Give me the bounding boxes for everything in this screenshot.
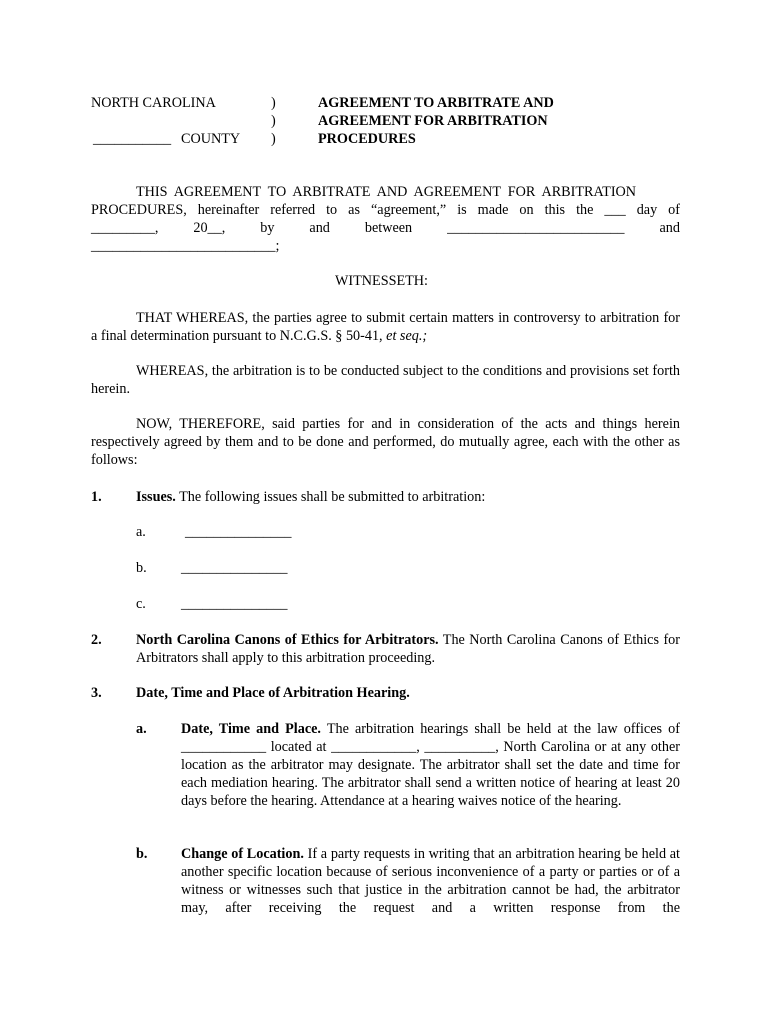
intro-word-by: by	[260, 220, 275, 236]
witnesseth-heading: WITNESSETH:	[335, 273, 428, 289]
document-title-line-1: AGREEMENT TO ARBITRATE AND	[318, 95, 554, 111]
document-title-line-3: PROCEDURES	[318, 131, 416, 147]
section-1-number: 1.	[91, 489, 102, 505]
issue-a-label: a.	[136, 524, 146, 540]
section-2-number: 2.	[91, 632, 102, 648]
state-name: NORTH CAROLINA	[91, 95, 216, 111]
now-therefore-paragraph: NOW, THEREFORE, said parties for and in consideration of the acts and things herein respectively agreed by them and to be done and performed, do mutually agree, each with the other as follows:	[91, 416, 680, 468]
subsection-3b-heading: Change of Location.	[181, 846, 304, 862]
issue-c-label: c.	[136, 596, 146, 612]
issue-b-blank: _______________	[181, 560, 288, 576]
section-1-heading: Issues.	[136, 489, 176, 505]
caption-paren-3: )	[271, 131, 276, 147]
whereas-paragraph-2: WHEREAS, the arbitration is to be conducted subject to the conditions and provisions set forth herein.	[91, 363, 680, 397]
intro-word-and-2: and	[659, 220, 680, 236]
whereas-1-italic: et seq.;	[386, 328, 428, 344]
subsection-3a-text: The arbitration hearings shall be held at the law offices of ____________ located at ____________, __________, North Carolina or at any other location as the arbitrator may designate. The arbitrator shall set the date and time for each mediation hearing. The arbitrator shall send a written notice of hearing at least 20 days before the hearing. Attendance at a hearing waives notice of the hearing.	[181, 721, 680, 809]
caption-paren-2: )	[271, 113, 276, 129]
section-3-number: 3.	[91, 685, 102, 701]
subsection-3b-text: If a party requests in writing that an arbitration hearing be held at another specific location because of serious inconvenience of a party or parties or of a witness or witnesses such that justice in the arbitration cannot be had, the arbitrator may, after receiving the request and a written response from the	[181, 846, 680, 916]
section-1-body	[136, 488, 485, 506]
county-label: COUNTY	[181, 131, 241, 147]
subsection-3b-body	[181, 845, 680, 917]
issue-b-label: b.	[136, 560, 147, 576]
document-title-line-2: AGREEMENT FOR ARBITRATION	[318, 113, 548, 129]
date-blank: _________,	[91, 220, 159, 236]
subsection-3a-heading: Date, Time and Place.	[181, 721, 321, 737]
intro-word-between: between	[364, 220, 413, 236]
section-1-text: The following issues shall be submitted to arbitration:	[175, 489, 486, 505]
intro-word-and: and	[309, 220, 330, 236]
section-2-heading: North Carolina Canons of Ethics for Arbitrators.	[136, 632, 439, 648]
county-blank: ___________	[93, 131, 172, 147]
year-blank: 20__,	[193, 220, 226, 236]
issue-c-blank: _______________	[181, 596, 288, 612]
party-2-blank: __________________________;	[91, 238, 280, 254]
subsection-3a-body	[181, 720, 680, 810]
whereas-paragraph-1	[91, 309, 680, 345]
section-3-heading: Date, Time and Place of Arbitration Hearing.	[136, 685, 410, 701]
whereas-1-text: THAT WHEREAS, the parties agree to submit certain matters in controversy to arbitration for a final determination pursuant to N.C.G.S. § 50-41,	[91, 310, 680, 344]
section-2-body	[136, 631, 680, 667]
intro-line-1	[136, 183, 680, 201]
section-2-text: The North Carolina Canons of Ethics for Arbitrators shall apply to this arbitration proceeding.	[136, 632, 680, 666]
caption-paren-1: )	[271, 95, 276, 111]
subsection-3a-label: a.	[136, 721, 147, 737]
issue-a-blank: _______________	[185, 524, 292, 540]
subsection-3b-label: b.	[136, 846, 148, 862]
party-1-blank: _________________________	[447, 220, 625, 236]
intro-line-3	[91, 219, 680, 237]
intro-line-1-text: THIS AGREEMENT TO ARBITRATE AND AGREEMENT FOR ARBITRATION	[136, 184, 637, 200]
intro-line-2: PROCEDURES, hereinafter referred to as “agreement,” is made on this the ___ day of	[91, 202, 680, 218]
